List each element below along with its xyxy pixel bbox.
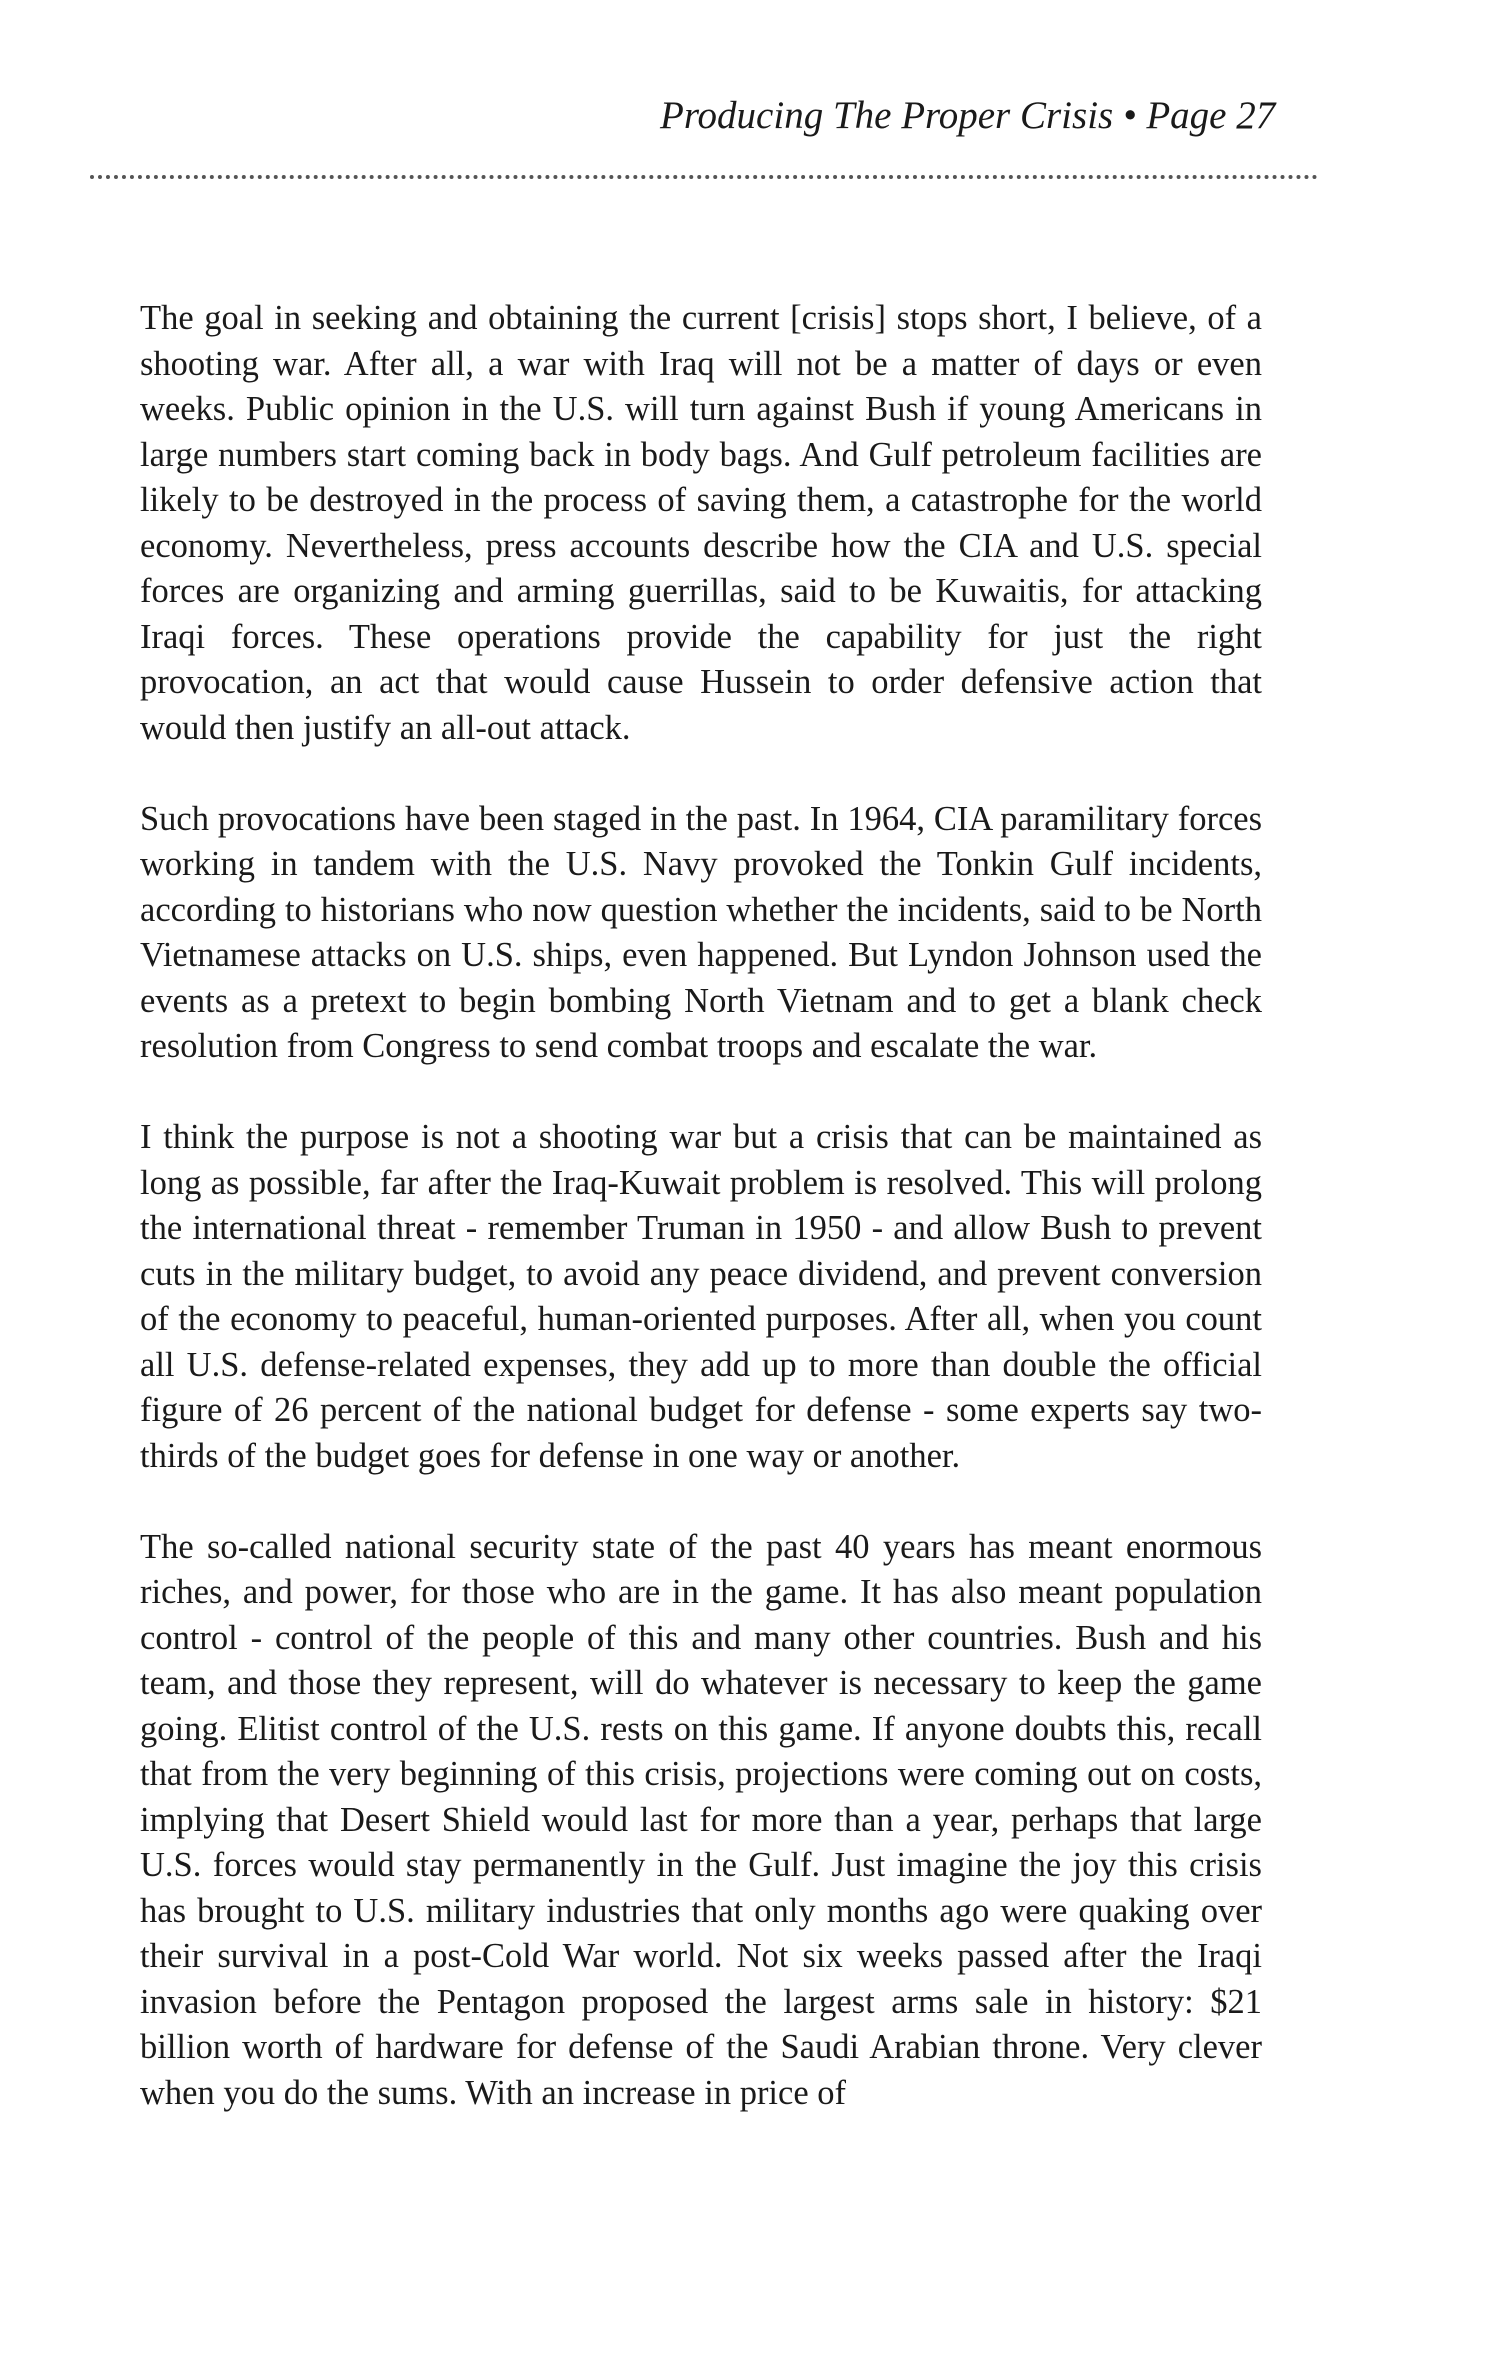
running-header: Producing The Proper Crisis • Page 27 <box>660 94 1276 137</box>
paragraph-3: I think the purpose is not a shooting war but a crisis that can be maintained as long as possible, far after the Iraq-Kuwait problem is resolved. This will prolong the international threat - remember Truman in 1950 - and allow Bush to prevent cuts in the military budget, to avoid any peace dividend, and prevent conversion of the economy to peaceful, human-oriented purposes. After all, when you count all U.S. defense-related expenses, they add up to more than double the official figure of 26 percent of the national budget for defense - some experts say two-thirds of the budget goes for defense in one way or another. <box>140 1118 1262 1475</box>
paragraph-1: The goal in seeking and obtaining the current [crisis] stops short, I believe, of a shooting war. After all, a war with Iraq will not be a matter of days or even weeks. Public opinion in the U.S. will turn against Bush if young Americans in large numbers start coming back in body bags. And Gulf petroleum facilities are likely to be destroyed in the process of saving them, a catastrophe for the world economy. Nevertheless, press accounts describe how the CIA and U.S. special forces are organizing and arming guerrillas, said to be Kuwaitis, for attacking Iraqi forces. These operations provide the capability for just the right provocation, an act that would cause Hussein to order defensive action that would then justify an all-out attack. <box>140 299 1262 747</box>
body-text <box>140 296 1262 2162</box>
dotted-separator <box>90 175 1318 179</box>
paragraph-2: Such provocations have been staged in the past. In 1964, CIA paramilitary forces working in tandem with the U.S. Navy provoked the Tonkin Gulf incidents, according to historians who now question whether the incidents, said to be North Vietnamese attacks on U.S. ships, even happened. But Lyndon Johnson used the events as a pretext to begin bombing North Vietnam and to get a blank check resolution from Congress to send combat troops and escalate the war. <box>140 799 1262 1065</box>
paragraph-4: The so-called national security state of the past 40 years has meant enormous riches, and power, for those who are in the game. It has also meant population control - control of the people of this and many other countries. Bush and his team, and those they represent, will do whatever is necessary to keep the game going. Elitist control of the U.S. rests on this game. If anyone doubts this, recall that from the very beginning of this crisis, projections were coming out on costs, implying that Desert Shield would last for more than a year, perhaps that large U.S. forces would stay permanently in the Gulf. Just imagine the joy this crisis has brought to U.S. military industries that only months ago were quaking over their survival in a post-Cold War world. Not six weeks passed after the Iraqi invasion before the Pentagon proposed the largest arms sale in history: $21 billion worth of hardware for defense of the Saudi Arabian throne. Very clever when you do the sums. With an increase in price of <box>140 1527 1262 2112</box>
